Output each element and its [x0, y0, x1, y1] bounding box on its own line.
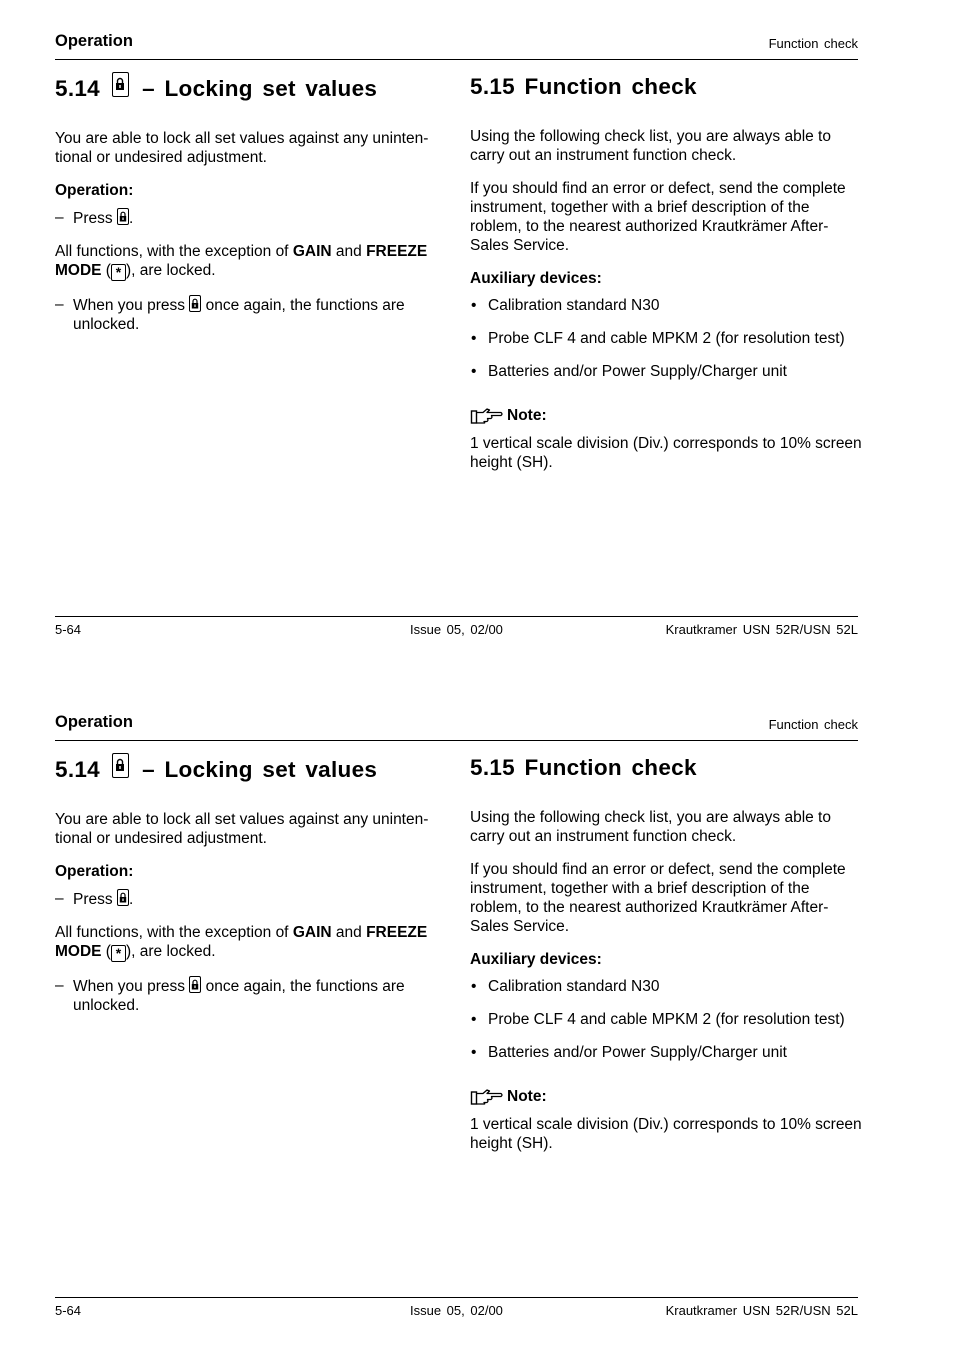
step-unlock-post: once again, the functions are unlocked. [73, 297, 405, 333]
locked-post: ), are locked. [125, 943, 216, 960]
section-514-heading: – Locking set values [142, 757, 378, 782]
step-press: – Press . [55, 209, 134, 227]
lock-key-icon [189, 976, 201, 993]
auxiliary-list [470, 977, 865, 1062]
and-word: and [335, 243, 362, 260]
bullet-marker: • [471, 1044, 477, 1061]
section-514-heading: – Locking set values [142, 76, 378, 101]
step-unlock-post: once again, the functions are unlocked. [73, 978, 405, 1014]
section-514-title [55, 72, 440, 103]
footer-product: Krautkramer USN 52R/USN 52L [665, 622, 858, 637]
bullet-marker: • [471, 297, 477, 314]
footer-rule [55, 1297, 858, 1298]
pointing-hand-icon [470, 1088, 504, 1106]
header-section: Operation [55, 713, 133, 731]
dash-marker: – [55, 296, 64, 313]
note-heading [470, 406, 865, 425]
footer-rule [55, 616, 858, 617]
bullet-marker: • [471, 363, 477, 380]
pointing-hand-icon [470, 407, 504, 425]
document-page [0, 0, 954, 675]
lock-key-icon [117, 208, 129, 225]
auxiliary-item-text: Calibration standard N30 [488, 978, 660, 995]
auxiliary-item [470, 329, 865, 348]
freeze-key-icon: * [111, 264, 126, 281]
footer-product: Krautkramer USN 52R/USN 52L [665, 1303, 858, 1318]
error-paragraph: If you should find an error or defect, send the complete instrument, together with a brief description of the roblem, to the nearest authorized Krautkrämer After- Sales Service. [470, 180, 846, 254]
bullet-marker: • [471, 330, 477, 347]
locked-pre: All functions, with the exception of [55, 924, 289, 941]
header-topic: Function check [768, 717, 858, 732]
header-rule [55, 740, 858, 741]
freeze-key-icon: * [111, 945, 126, 962]
locked-functions-paragraph: All functions, with the exception of GAIN and FREEZE MODE ( * ), are locked. [55, 243, 428, 280]
intro-paragraph: You are able to lock all set values against any uninten- tional or undesired adjustment. [55, 811, 429, 847]
bullet-marker: • [471, 978, 477, 995]
auxiliary-label: Auxiliary devices: [470, 270, 602, 287]
header-topic: Function check [768, 36, 858, 51]
lock-key-icon [189, 295, 201, 312]
auxiliary-item [470, 296, 865, 315]
operation-label: Operation: [55, 182, 134, 199]
note-text: 1 vertical scale division (Div.) corresponds to 10% screen height (SH). [470, 435, 862, 471]
note-heading [470, 1087, 865, 1106]
step-unlock [55, 295, 440, 334]
gain-term: GAIN [292, 243, 332, 260]
checklist-intro: Using the following check list, you are always able to carry out an instrument function check. [470, 809, 831, 845]
auxiliary-item-text: Batteries and/or Power Supply/Charger unit [488, 363, 787, 380]
freeze-mode-term: FREEZE MODE [55, 243, 428, 279]
note-label: Note: [507, 1088, 547, 1105]
section-514-number: 5.14 [55, 76, 100, 101]
auxiliary-item [470, 1010, 865, 1029]
step-unlock [55, 976, 440, 1015]
footer-page-number: 5-64 [55, 1303, 82, 1318]
freeze-mode-term: FREEZE MODE [55, 924, 428, 960]
lock-key-icon [112, 753, 129, 778]
step-press-text: Press [73, 210, 113, 227]
footer-issue: Issue 05, 02/00 [410, 622, 503, 637]
step-press: – Press . [55, 890, 134, 908]
gain-term: GAIN [292, 924, 332, 941]
step-unlock-pre: When you press [73, 297, 185, 314]
dash-marker: – [55, 890, 64, 907]
auxiliary-list [470, 296, 865, 381]
left-column [55, 72, 440, 348]
section-514-title [55, 753, 440, 784]
auxiliary-item-text: Probe CLF 4 and cable MPKM 2 (for resolution test) [488, 1011, 845, 1028]
note-text: 1 vertical scale division (Div.) corresponds to 10% screen height (SH). [470, 1116, 862, 1152]
locked-pre: All functions, with the exception of [55, 243, 289, 260]
step-unlock-pre: When you press [73, 978, 185, 995]
header-section: Operation [55, 32, 133, 50]
footer-issue: Issue 05, 02/00 [410, 1303, 503, 1318]
and-word: and [335, 924, 362, 941]
right-column [470, 753, 865, 1167]
locked-functions-paragraph: All functions, with the exception of GAIN and FREEZE MODE ( * ), are locked. [55, 924, 428, 961]
left-column [55, 753, 440, 1029]
auxiliary-item-text: Batteries and/or Power Supply/Charger unit [488, 1044, 787, 1061]
auxiliary-label: Auxiliary devices: [470, 951, 602, 968]
dash-marker: – [55, 209, 64, 226]
lock-key-icon [117, 889, 129, 906]
auxiliary-item [470, 1043, 865, 1062]
auxiliary-item-text: Probe CLF 4 and cable MPKM 2 (for resolution test) [488, 330, 845, 347]
operation-label: Operation: [55, 863, 134, 880]
checklist-intro: Using the following check list, you are always able to carry out an instrument function check. [470, 128, 831, 164]
section-515-title: 5.15 Function check [470, 74, 697, 99]
header-rule [55, 59, 858, 60]
error-paragraph: If you should find an error or defect, send the complete instrument, together with a brief description of the roblem, to the nearest authorized Krautkrämer After- Sales Service. [470, 861, 846, 935]
section-514-number: 5.14 [55, 757, 100, 782]
right-column [470, 72, 865, 486]
section-515-title: 5.15 Function check [470, 755, 697, 780]
auxiliary-item [470, 362, 865, 381]
locked-post: ), are locked. [125, 262, 216, 279]
lock-key-icon [112, 72, 129, 97]
document-page [0, 681, 954, 1356]
auxiliary-item-text: Calibration standard N30 [488, 297, 660, 314]
footer-page-number: 5-64 [55, 622, 82, 637]
dash-marker: – [55, 977, 64, 994]
bullet-marker: • [471, 1011, 477, 1028]
auxiliary-item [470, 977, 865, 996]
note-label: Note: [507, 407, 547, 424]
intro-paragraph: You are able to lock all set values against any uninten- tional or undesired adjustment. [55, 130, 429, 166]
step-press-text: Press [73, 891, 113, 908]
